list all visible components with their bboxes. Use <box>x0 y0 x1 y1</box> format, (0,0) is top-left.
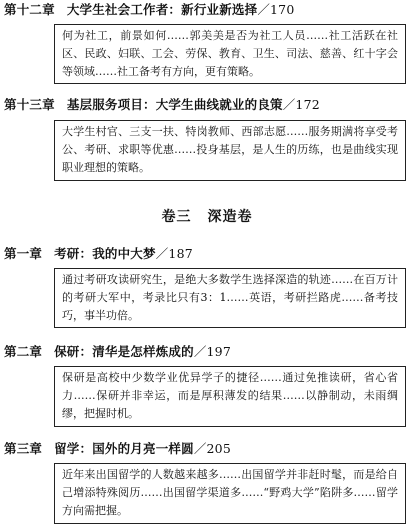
chapter-number: 第一章 <box>4 246 43 261</box>
chapter-summary-box <box>54 268 406 328</box>
chapter-summary: 通过考研攻读研究生，是绝大多数学生选择深造的轨迹……在百万计的考研大军中，考录比只有3：1……英语，考研拦路虎……备考技巧，事半功倍。 <box>62 273 398 322</box>
chapter-heading <box>4 97 320 113</box>
chapter-number: 第三章 <box>4 441 43 456</box>
chapter-heading <box>4 441 231 457</box>
chapter-heading <box>4 246 193 262</box>
chapter-page-ref: ／205 <box>193 441 231 456</box>
chapter-number: 第十二章 <box>4 2 55 17</box>
chapter-summary: 大学生村官、三支一扶、特岗教师、西部志愿……服务期满将享受考公、考研、求职等优惠……投身基层，是人生的历练，也是曲线实现职业理想的策略。 <box>62 125 398 174</box>
volume-name: 深造卷 <box>207 209 253 225</box>
chapter-page-ref: ／170 <box>257 2 295 17</box>
chapter-page-ref: ／187 <box>155 246 193 261</box>
chapter-title: 大学生社会工作者：新行业新选择 <box>66 2 258 17</box>
chapter-heading <box>4 2 295 18</box>
chapter-heading <box>4 344 231 360</box>
chapter-summary: 保研是高校中少数学业优异学子的捷径……通过免推读研，省心省力……保研并非幸运，而是厚积薄发的结果……以静制动，未雨绸缪，把握时机。 <box>62 371 398 420</box>
chapter-title: 保研：清华是怎样炼成的 <box>54 344 194 359</box>
chapter-title: 基层服务项目：大学生曲线就业的良策 <box>66 97 283 112</box>
chapter-title: 考研：我的中大梦 <box>54 246 156 261</box>
volume-heading <box>0 206 414 226</box>
chapter-summary: 何为社工，前景如何……郭美美是否为社工人员……社工活跃在社区、民政、妇联、工会、劳保、教育、卫生、司法、慈善、红十字会等领域……社工备考有方向，更有策略。 <box>62 29 398 78</box>
chapter-page-ref: ／197 <box>193 344 231 359</box>
chapter-number: 第十三章 <box>4 97 55 112</box>
chapter-summary-box <box>54 366 406 427</box>
volume-label: 卷三 <box>161 209 192 225</box>
chapter-summary-box <box>54 24 406 84</box>
chapter-title: 留学：国外的月亮一样圆 <box>54 441 194 456</box>
chapter-summary-box <box>54 120 406 181</box>
chapter-page-ref: ／172 <box>282 97 320 112</box>
chapter-summary-box <box>54 463 406 524</box>
chapter-number: 第二章 <box>4 344 43 359</box>
chapter-summary: 近年来出国留学的人数越来越多……出国留学并非赶时髦，而是给自己增添特殊阅历……出国留学渠道多……“野鸡大学”陷阱多……留学方向需把握。 <box>62 468 398 517</box>
